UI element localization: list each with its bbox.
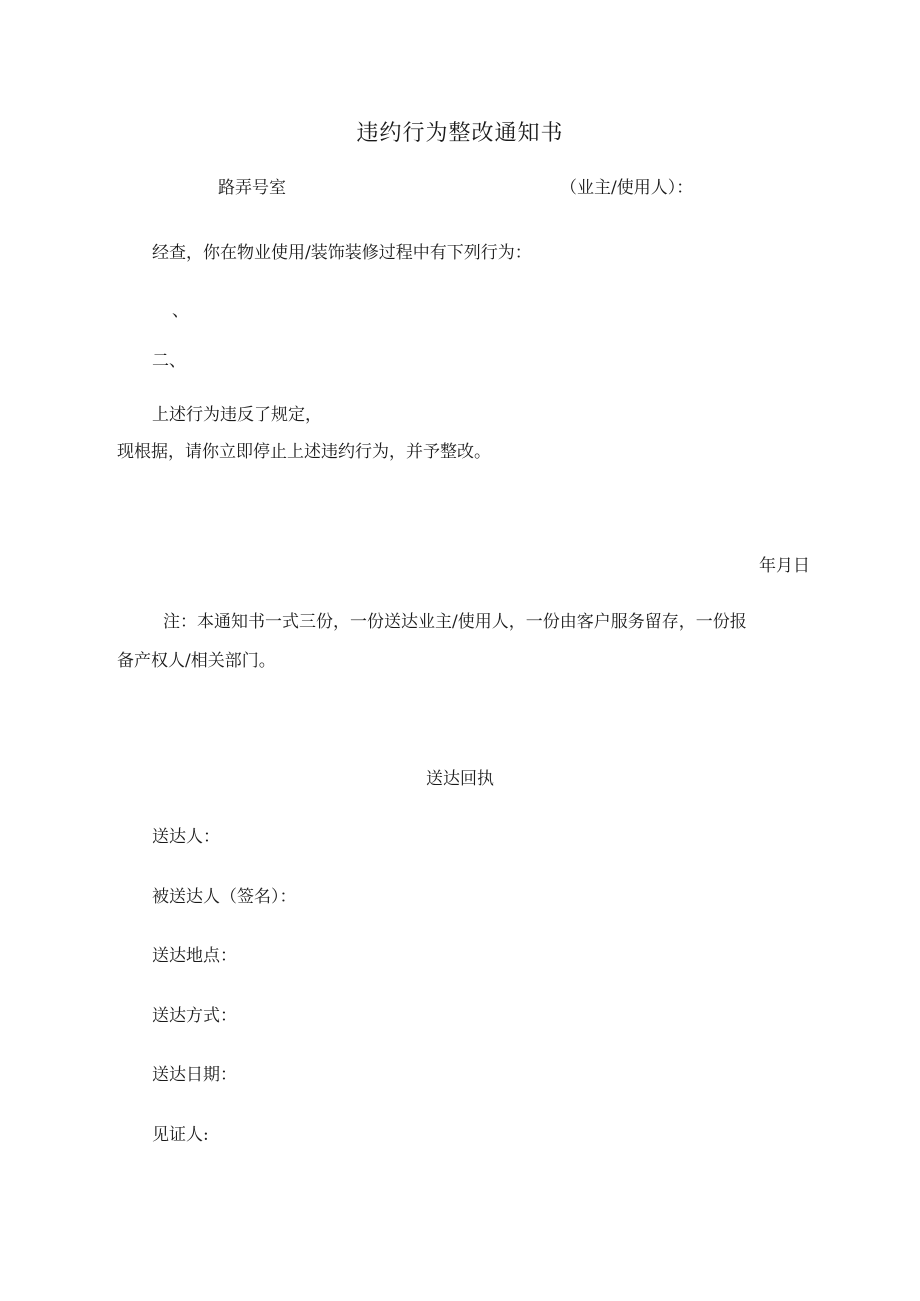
receipt-recipient-field: 被送达人（签名）： xyxy=(152,887,297,907)
violation-paragraph: 上述行为违反了规定， xyxy=(152,405,322,425)
page-title: 违约行为整改通知书 xyxy=(356,121,564,146)
receipt-server-field: 送达人： xyxy=(152,827,220,847)
receipt-method-field: 送达方式： xyxy=(152,1006,237,1026)
receipt-date-field: 送达日期： xyxy=(152,1065,237,1085)
list-item-1: 、 xyxy=(172,301,189,321)
addressee-role: （业主/使用人）： xyxy=(560,178,694,198)
demand-paragraph: 现根据，请你立即停止上述违约行为，并予整改。 xyxy=(117,442,491,462)
note-line-1: 注：本通知书一式三份，一份送达业主/使用人，一份由客户服务留存，一份报 xyxy=(163,612,747,632)
addressee-address: 路弄号室 xyxy=(218,178,286,198)
list-item-2: 二、 xyxy=(152,351,186,371)
intro-paragraph: 经查，你在物业使用/装饰装修过程中有下列行为： xyxy=(152,243,532,263)
receipt-witness-field: 见证人: xyxy=(152,1125,209,1145)
note-line-2: 备产权人/相关部门。 xyxy=(117,651,276,671)
date-line: 年月日 xyxy=(759,556,810,576)
receipt-location-field: 送达地点： xyxy=(152,946,237,966)
receipt-title: 送达回执 xyxy=(426,769,494,789)
